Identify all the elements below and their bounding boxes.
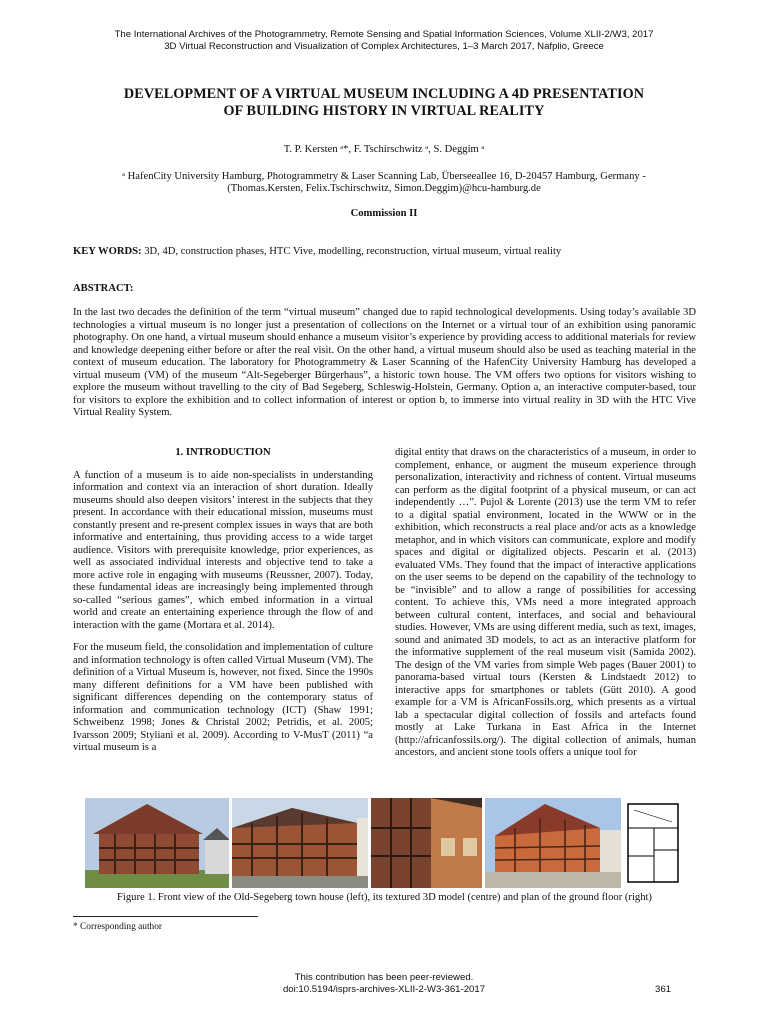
model-3d-textured-house [485, 798, 621, 888]
abstract-heading: ABSTRACT: [73, 283, 134, 294]
paragraph: For the museum field, the consolidation and implementation of culture and information technology is often called Virtual Museum (VM). The definition of a Virtual Museum is, however, not fixed. Since the 1990s many different definitions for a VM have been published with significant differences depending on the contemporary status of information and communication technology (ICT) (Shaw 1991; Schweibenz 1998; Jones & Christal 2002; Petridis, et al. 2005; Ivarsson 2009; Styliani et al. 2009). According to V-MusT (2011) “a virtual museum is a [73, 642, 373, 753]
affiliation-line2: (Thomas.Kersten, Felix.Tschirschwitz, Simon.Deggim)@hcu-hamburg.de [227, 183, 541, 194]
footnote: * Corresponding author [73, 922, 163, 932]
running-header-line2: 3D Virtual Reconstruction and Visualization of Complex Architectures, 1–3 March 2017, Nafplio, Greece [164, 41, 604, 52]
footnote-rule [73, 916, 258, 917]
model-3d-interior-street [371, 798, 482, 888]
left-column [73, 447, 373, 765]
footer-doi: doi:10.5194/isprs-archives-XLII-2-W3-361-2017 [282, 984, 486, 995]
keywords-text: 3D, 4D, construction phases, HTC Vive, modelling, reconstruction, virtual museum, virtual reality [141, 246, 562, 257]
footer-peer-reviewed: This contribution has been peer-reviewed. [294, 972, 474, 983]
section-heading-introduction: 1. INTRODUCTION [175, 447, 271, 458]
paragraph: digital entity that draws on the characteristics of a museum, in order to complement, enhance, or augment the museum experience through personalization, interactivity and richness of content. Virtual museums can perform as the digital footprint of a physical museum, or can act independently …”. Pujol & Lorente (2013) use the term VM to refer to a digital spatial environment, located in the WWW or in the exhibition, which reconstructs a real place and/or acts as a knowledge metaphor, and in which visitors can communicate, explore and modify spaces and digital or digitalized objects. Pescarin et al. (2013) evaluated VMs. They found that the impact of interactive applications on the user seems to be depend on the capability of the technology to be “invisible” and to allow a range of possibilities for accessing content. To achieve this, VMs need a more integrated approach between cultural content, interfaces, and social and behavioural studies. However, VMs are using different media, such as text, images, sound and animated 3D models, to act as an interactive platform for the informative supplement of the real museum visit (Samida 2002). The design of the VM varies from simple Web pages (Bauer 2001) to panorama-based virtual tours (Kersten & Lindstaedt 2012) to interactive apps for smartphones or tablets (Gütt 2010). A good example for a VM is AfricanFossils.org, which presents as a virtual lab a spectacular digital collection of fossils and artefacts found mostly at Lake Turkana in East Africa in the Internet (http://africanfossils.org/). The digital collection of animals, human ancestors, and ancient stone tools offers a unique tool for [395, 447, 696, 758]
title-line1: DEVELOPMENT OF A VIRTUAL MUSEUM INCLUDING A 4D PRESENTATION [123, 86, 645, 102]
abstract-text: In the last two decades the definition of the term “virtual museum” changed due to rapid technological developments. Using today’s available 3D technologies a virtual museum is no longer just a presentation of collections on the Internet or a virtual tour of an exhibition using panoramic photography. On one hand, a virtual museum should enhance a museum visitor’s experience by providing access to additional materials for review and knowledge deepening either before or after the real visit. On the other hand, a virtual museum should also be used as teaching material in the context of museum education. The laboratory for Photogrammetry & Laser Scanning of the HafenCity University Hamburg has developed a virtual museum (VM) of the museum “Alt-Segeberger Bürgerhaus”, a historic town house. The VM offers two options for visitors wishing to explore the museum without travelling to the city of Bad Segeberg, Schleswig-Holstein, Germany. Option a, an interactive computer-based, tour for visitors to explore the exhibition and to collect information of interest or option b, to immerse into virtual reality in 3D with the HTC Vive Virtual Reality System. [73, 307, 696, 418]
keywords-label: KEY WORDS: [73, 246, 142, 257]
ground-floor-plan [624, 798, 681, 888]
page-number: 361 [655, 984, 672, 995]
photo-town-house-front [85, 798, 229, 888]
right-column [395, 447, 696, 770]
keywords [73, 245, 698, 258]
paper-title [60, 86, 708, 120]
figure-caption: Figure 1. Front view of the Old-Segeberg town house (left), its textured 3D model (centre) and plan of the ground floor (right) [117, 892, 652, 903]
authors: T. P. Kersten ᵃ*, F. Tschirschwitz ᵃ, S. Deggim ᵃ [283, 144, 485, 155]
commission: Commission II [350, 208, 418, 219]
photo-street-view [232, 798, 369, 888]
figure-1 [85, 798, 681, 888]
affiliation-line1: ᵃ HafenCity University Hamburg, Photogrammetry & Laser Scanning Lab, Überseeallee 16, D-20457 Hamburg, Germany - [122, 171, 646, 182]
title-line2: OF BUILDING HISTORY IN VIRTUAL REALITY [223, 103, 545, 119]
running-header-line1: The International Archives of the Photogrammetry, Remote Sensing and Spatial Information Sciences, Volume XLII-2/W3, 2017 [114, 29, 654, 40]
paragraph: A function of a museum is to aide non-specialists in understanding information and context via an interaction of short duration. Ideally museums should also deepen visitors’ interest in the subjects that they present. In accordance with their educational mission, museums must constantly present and re-present complex issues in ways that are both informative and entertaining, thus providing access to a wide target audience. Visitors with prerequisite knowledge, prior experiences, as well as associated individual interests and objective tend to take a more active role in engaging with museums (Reussner, 2007). Today, these fundamental ideas are increasingly being implemented through so-called “serious games”, which embed information in a virtual world and create an entertaining experience through the flow of and interaction with the game (Mortara et al. 2014). [73, 469, 373, 631]
